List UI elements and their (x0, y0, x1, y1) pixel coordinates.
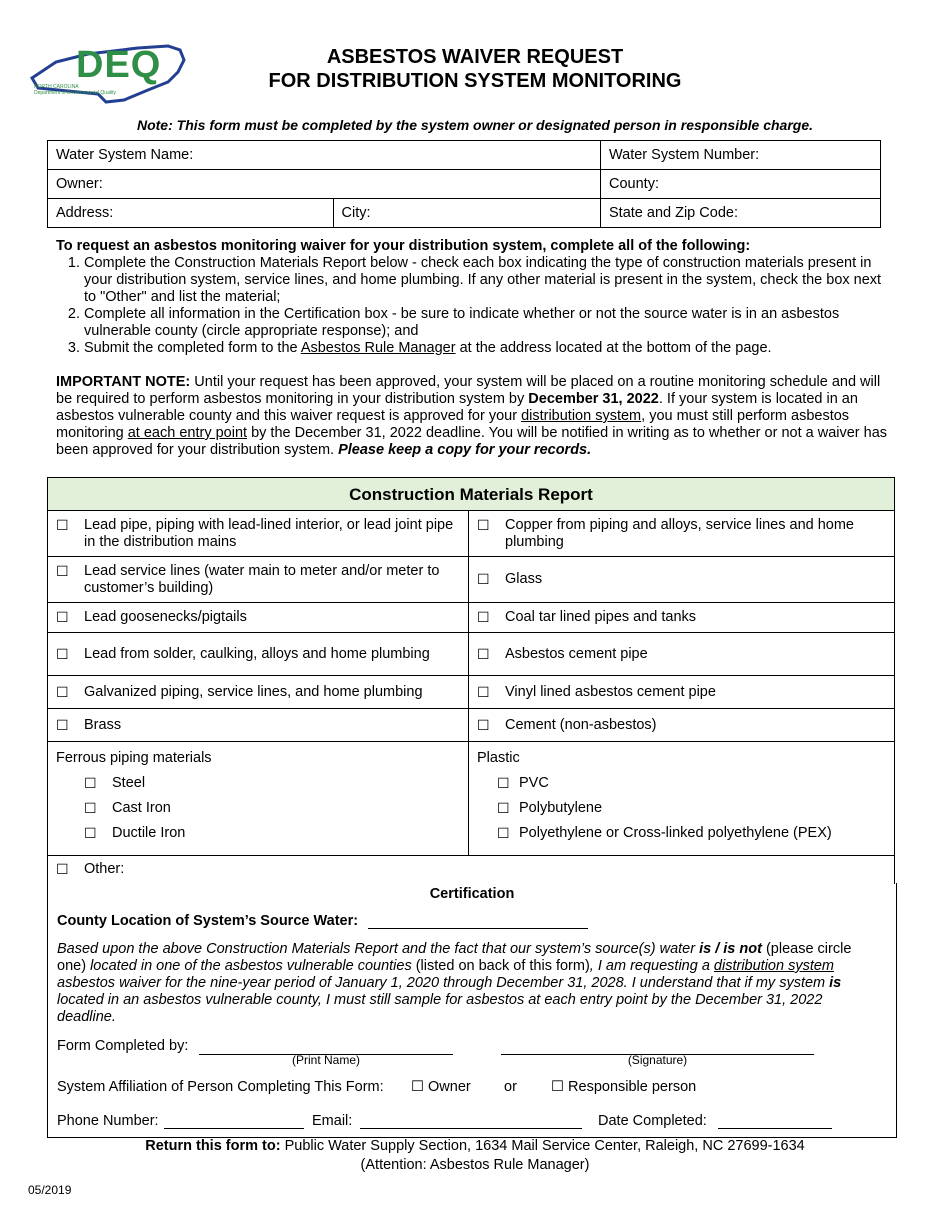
ferrous-label: Ferrous piping materials (56, 750, 212, 766)
asbestos-rule-manager-link: Asbestos Rule Manager (300, 340, 456, 356)
checkbox-icon: ☐ (497, 825, 510, 841)
logo-sub1: NORTH CAROLINA (34, 84, 79, 90)
water-system-number-field[interactable]: Water System Number: (601, 141, 881, 170)
city-field[interactable]: City: (333, 199, 600, 228)
email-input[interactable] (360, 1114, 582, 1129)
date-completed-label: Date Completed: (598, 1113, 707, 1129)
checkbox-icon: ☐ (56, 861, 69, 878)
material-cement[interactable]: ☐ Cement (non-asbestos) (477, 716, 657, 733)
owner-option[interactable]: ☐ Owner (411, 1079, 471, 1095)
checkbox-icon: ☐ (477, 645, 490, 662)
material-lead-pipe[interactable]: ☐ Lead pipe, piping with lead-lined interior, or lead joint pipe in the distribution mains (56, 516, 454, 550)
form-note: Note: This form must be completed by the system owner or designated person in responsible charge. (136, 117, 814, 133)
or-label: or (504, 1079, 517, 1095)
state-zip-field[interactable]: State and Zip Code: (601, 199, 881, 228)
water-system-name-field[interactable]: Water System Name: (48, 141, 601, 170)
certification-title: Certification (429, 886, 515, 902)
checkbox-icon: ☐ (497, 800, 510, 816)
checkbox-icon: ☐ (84, 775, 97, 791)
material-lead-service-lines[interactable]: ☐ Lead service lines (water main to meter and/or meter to customer’s building) (56, 562, 440, 596)
attention-line: (Attention: Asbestos Rule Manager) (360, 1157, 590, 1173)
checkbox-icon: ☐ (56, 716, 69, 733)
material-other[interactable]: ☐ Other: (56, 861, 125, 878)
date-completed-input[interactable] (718, 1114, 832, 1129)
construction-materials-table (47, 477, 895, 884)
checkbox-icon: ☐ (56, 562, 69, 579)
return-address: Return this form to: Public Water Supply Section, 1634 Mail Service Center, Raleigh, NC 27699-1634 (Attention: Asbestos Rule Manager) (0, 1137, 950, 1175)
checkbox-icon: ☐ (497, 775, 510, 791)
deq-logo (28, 42, 186, 106)
material-glass[interactable]: ☐ Glass (477, 571, 543, 587)
material-coal-tar[interactable]: ☐ Coal tar lined pipes and tanks (477, 609, 697, 625)
page-title (200, 45, 750, 93)
checkbox-icon: ☐ (84, 825, 97, 841)
county-field[interactable]: County: (601, 170, 881, 199)
county-location: County Location of System’s Source Water: (57, 913, 588, 929)
material-pvc[interactable]: ☐ PVC (497, 775, 549, 791)
certification-statement: Based upon the above Construction Materials Report and the fact that our system’s source(s) water is / is not (please circle one) located in one of the asbestos vulnerable counties (listed on back of this form), I am requesting a distribution system asbestos waiver for the nine-year period of January 1, 2020 through December 31, 2028. I understand that if my system is located in an asbestos vulnerable county, I must still sample for asbestos at each entry point by the December 31, 2022 deadline. (57, 941, 852, 1025)
system-info-table (47, 140, 881, 228)
logo-sub2: Department of Environmental Quality (34, 90, 116, 96)
certification-box (47, 883, 897, 1138)
instruction-step-2: 2. Complete all information in the Certification box - be sure to indicate whether or not the source water is in an asbestos vulnerable county (circle appropriate response); and (84, 306, 888, 340)
important-note: IMPORTANT NOTE: Until your request has been approved, your system will be placed on a routine monitoring schedule and will be required to perform asbestos monitoring in your distribution system by December 31, 2022. If your system is located in an asbestos vulnerable county and this waiver request is approved for your distribution system, you must still perform asbestos monitoring at each entry point by the December 31, 2022 deadline. You will be notified in writing as to whether or not a waiver has been approved for your distribution system. Please keep a copy for your records. (56, 374, 888, 458)
plastic-label: Plastic (477, 750, 520, 766)
instruction-step-3: 3. Submit the completed form to the Asbestos Rule Manager at the address located at the bottom of the page. (84, 340, 888, 357)
checkbox-icon: ☐ (84, 800, 97, 816)
phone-input[interactable] (164, 1114, 304, 1129)
material-vinyl-lined[interactable]: ☐ Vinyl lined asbestos cement pipe (477, 683, 716, 700)
form-completed-by-label: Form Completed by: (57, 1038, 189, 1054)
responsible-person-option[interactable]: ☐ Responsible person (551, 1079, 697, 1095)
revision-date: 05/2019 (28, 1183, 72, 1197)
instructions (56, 238, 888, 357)
signature-caption: (Signature) (627, 1053, 688, 1067)
checkbox-icon: ☐ (56, 645, 69, 662)
material-copper[interactable]: ☐ Copper from piping and alloys, service lines and home plumbing (477, 516, 854, 550)
material-lead-solder[interactable]: ☐ Lead from solder, caulking, alloys and home plumbing (56, 645, 430, 662)
logo-text: DEQ (76, 44, 162, 86)
material-brass[interactable]: ☐ Brass (56, 716, 122, 733)
checkbox-icon: ☐ (477, 609, 490, 625)
county-location-input[interactable] (368, 914, 588, 929)
material-steel[interactable]: ☐ Steel (84, 775, 146, 791)
material-pex[interactable]: ☐ Polyethylene or Cross-linked polyethylene (PEX) (497, 825, 832, 841)
checkbox-icon: ☐ (477, 571, 490, 587)
title-line1: ASBESTOS WAIVER REQUEST (326, 46, 624, 68)
checkbox-icon: ☐ (477, 716, 490, 733)
material-galvanized[interactable]: ☐ Galvanized piping, service lines, and home plumbing (56, 683, 423, 700)
checkbox-icon: ☐ (56, 683, 69, 700)
instructions-heading: To request an asbestos monitoring waiver for your distribution system, complete all of the following: (56, 238, 751, 254)
checkbox-icon: ☐ (477, 516, 490, 533)
material-polybutylene[interactable]: ☐ Polybutylene (497, 800, 603, 816)
title-line2: FOR DISTRIBUTION SYSTEM MONITORING (268, 70, 682, 92)
cmr-title: Construction Materials Report (48, 478, 895, 511)
owner-field[interactable]: Owner: (48, 170, 601, 199)
material-ductile-iron[interactable]: ☐ Ductile Iron (84, 825, 186, 841)
instruction-step-1: 1. Complete the Construction Materials Report below - check each box indicating the type of construction materials present in your distribution system, service lines, and home plumbing. If any other material is present in the system, check the box next to "Other" and list the material; (84, 255, 888, 306)
address-field[interactable]: Address: (48, 199, 334, 228)
material-asbestos-cement[interactable]: ☐ Asbestos cement pipe (477, 645, 648, 662)
checkbox-icon: ☐ (477, 683, 490, 700)
print-name-caption: (Print Name) (291, 1053, 360, 1067)
material-lead-goosenecks[interactable]: ☐ Lead goosenecks/pigtails (56, 609, 247, 625)
phone-label: Phone Number: (57, 1113, 159, 1129)
material-cast-iron[interactable]: ☐ Cast Iron (84, 800, 171, 816)
email-label: Email: (312, 1113, 353, 1129)
checkbox-icon: ☐ (56, 516, 69, 533)
checkbox-icon: ☐ (56, 609, 69, 625)
affiliation-label: System Affiliation of Person Completing This Form: (57, 1079, 384, 1095)
